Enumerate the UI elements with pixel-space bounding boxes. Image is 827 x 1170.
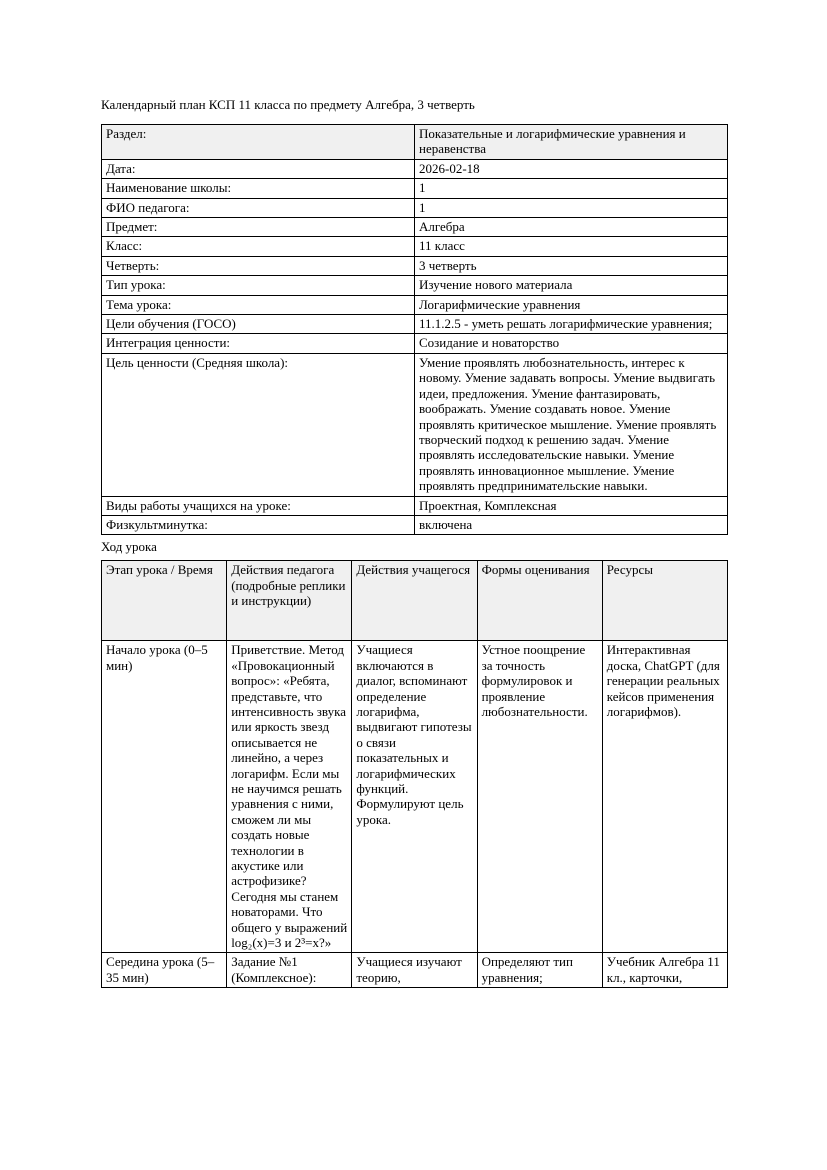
info-value-teacher-name: 1 [415, 198, 728, 217]
info-value-quarter: 3 четверть [415, 256, 728, 275]
info-label-values-goal: Цель ценности (Средняя школа): [102, 353, 415, 496]
info-value-lesson-topic: Логарифмические уравнения [415, 295, 728, 314]
table-row [102, 125, 728, 160]
table-row [102, 515, 728, 534]
table-row [102, 353, 728, 496]
document-content [101, 97, 728, 988]
info-label-phys-minute: Физкультминутка: [102, 515, 415, 534]
table-row [102, 295, 728, 314]
info-label-work-types: Виды работы учащихся на уроке: [102, 496, 415, 515]
table-row [102, 315, 728, 334]
info-value-school: 1 [415, 179, 728, 198]
info-label-subject: Предмет: [102, 218, 415, 237]
lesson-flow-section-label: Ход урока [101, 539, 157, 555]
cell-stage-start: Начало урока (0–5 мин) [102, 641, 227, 953]
info-label-teacher-name: ФИО педагога: [102, 198, 415, 217]
info-label-learning-goals: Цели обучения (ГОСО) [102, 315, 415, 334]
table-row [102, 496, 728, 515]
info-value-values-goal: Умение проявлять любознательность, интерес к новому. Умение задавать вопросы. Умение выдвигать идеи, предложения. Умение фантазировать, воображать. Умение создавать новое. Умение проявлять критическое мышление. Умение проявлять творческий подход к решению задач. Умение проявлять исследовательские навыки. Умение проявлять инновационное мышление. Умение проявлять предпринимательские навыки. [415, 353, 728, 496]
col-header-assessment-forms: Формы оценивания [477, 561, 602, 641]
info-value-date: 2026-02-18 [415, 159, 728, 178]
col-header-student-actions: Действия учащегося [352, 561, 477, 641]
table-row [102, 198, 728, 217]
info-label-razdel: Раздел: [102, 125, 415, 160]
cell-resources-start: Интерактивная доска, ChatGPT (для генерации реальных кейсов применения логарифмов). [602, 641, 727, 953]
info-label-lesson-topic: Тема урока: [102, 295, 415, 314]
table-row [102, 641, 728, 953]
info-value-lesson-type: Изучение нового материала [415, 276, 728, 295]
info-label-school: Наименование школы: [102, 179, 415, 198]
cell-teacher-actions-start: Приветствие. Метод «Провокационный вопрос»: «Ребята, представьте, что интенсивность звука или яркость звезд описывается не линейно, а через логарифм. Если мы не научимся решать уравнения с ними, сможем ли мы создать новые технологии в акустике или астрофизике? Сегодня мы станем новаторами. Что общего у выражений log₂(x)=3 и 2³=x?» [227, 641, 352, 953]
info-value-values-integration: Созидание и новаторство [415, 334, 728, 353]
lesson-info-table [101, 124, 728, 535]
info-value-razdel: Показательные и логарифмические уравнения и неравенства [415, 125, 728, 160]
cell-assessment-start: Устное поощрение за точность формулировок и проявление любознательности. [477, 641, 602, 953]
table-row [102, 218, 728, 237]
col-header-resources: Ресурсы [602, 561, 727, 641]
cell-student-actions-start: Учащиеся включаются в диалог, вспоминают определение логарифма, выдвигают гипотезы о связи показательных и логарифмических функций. Формулируют цель урока. [352, 641, 477, 953]
table-row [102, 237, 728, 256]
table-row [102, 953, 728, 988]
info-label-quarter: Четверть: [102, 256, 415, 275]
info-value-work-types: Проектная, Комплексная [415, 496, 728, 515]
table-header-row [102, 561, 728, 641]
cell-student-actions-middle: Учащиеся изучают теорию, [352, 953, 477, 988]
info-label-lesson-type: Тип урока: [102, 276, 415, 295]
table-row [102, 179, 728, 198]
table-row [102, 256, 728, 275]
col-header-teacher-actions: Действия педагога (подробные реплики и инструкции) [227, 561, 352, 641]
info-value-learning-goals: 11.1.2.5 - уметь решать логарифмические уравнения; [415, 315, 728, 334]
info-label-values-integration: Интеграция ценности: [102, 334, 415, 353]
page-title: Календарный план КСП 11 класса по предмету Алгебра, 3 четверть [101, 97, 475, 112]
info-value-phys-minute: включена [415, 515, 728, 534]
info-label-date: Дата: [102, 159, 415, 178]
info-label-class: Класс: [102, 237, 415, 256]
table-row [102, 334, 728, 353]
col-header-stage-time: Этап урока / Время [102, 561, 227, 641]
cell-teacher-actions-middle: Задание №1 (Комплексное): [227, 953, 352, 988]
info-value-class: 11 класс [415, 237, 728, 256]
cell-resources-middle: Учебник Алгебра 11 кл., карточки, [602, 953, 727, 988]
table-row [102, 159, 728, 178]
cell-stage-middle: Середина урока (5–35 мин) [102, 953, 227, 988]
info-value-subject: Алгебра [415, 218, 728, 237]
lesson-flow-table [101, 560, 728, 988]
cell-assessment-middle: Определяют тип уравнения; [477, 953, 602, 988]
table-row [102, 276, 728, 295]
